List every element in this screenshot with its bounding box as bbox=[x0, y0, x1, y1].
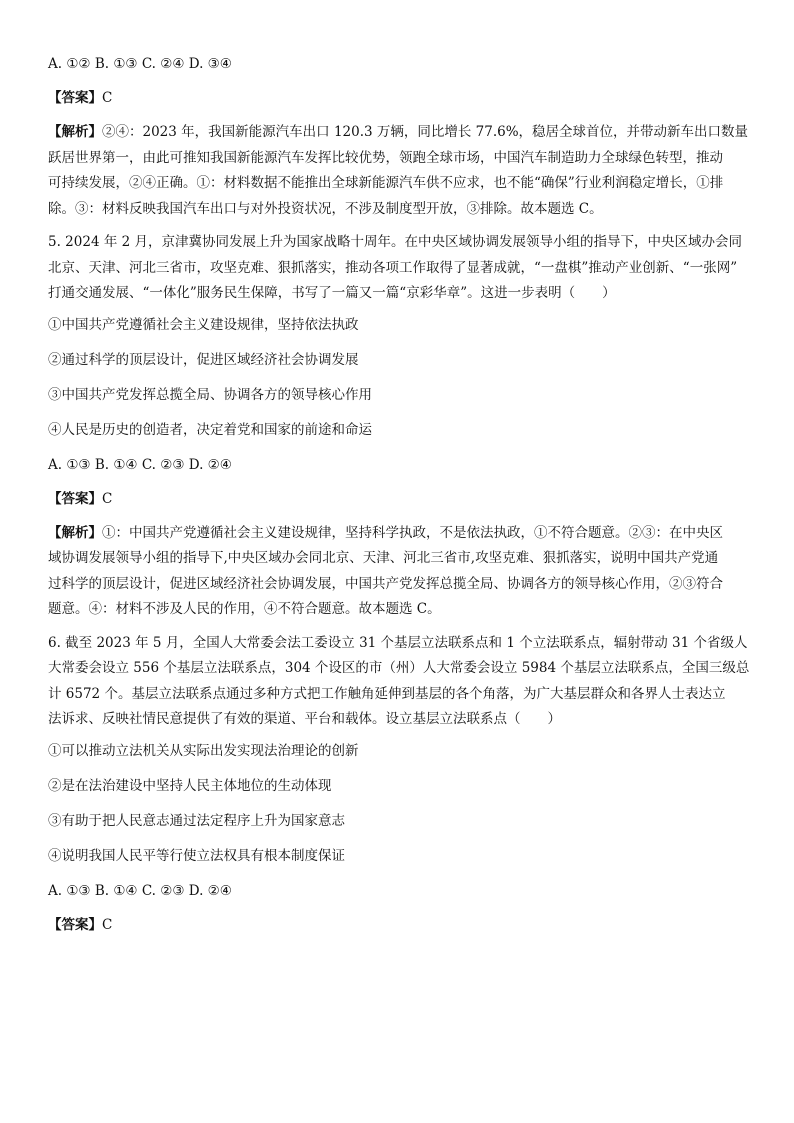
q6-stem-line: 6. 截至 2023 年 5 月，全国人大常委会法工委设立 31 个基层立法联系点和 1 个立法联系点，辐射带动 31 个省级人 bbox=[48, 634, 748, 651]
q4-analysis-tag: 【解析】 bbox=[48, 124, 102, 140]
q5-analysis-tag: 【解析】 bbox=[48, 524, 102, 541]
q6-answer-value: C bbox=[102, 916, 113, 933]
q6-statement: ②是在法治建设中坚持人民主体地位的生动体现 bbox=[48, 777, 332, 794]
q4-analysis-line: 【解析】②④：2023 年，我国新能源汽车出口 120.3 万辆，同比增长 77.6%，稳居全球首位，并带动新车出口数量 bbox=[48, 124, 749, 140]
q4-answer-value: C bbox=[102, 90, 113, 106]
q5-statement: ④人民是历史的创造者，决定着党和国家的前途和命运 bbox=[48, 421, 372, 438]
document-page bbox=[48, 54, 748, 947]
q5-analysis-line: 【解析】①：中国共产党遵循社会主义建设规律，坚持科学执政，不是依法执政，①不符合题意。②③：在中央区 bbox=[48, 524, 723, 541]
q5-answer-value: C bbox=[102, 490, 113, 507]
q5-stem-line: 打通交通发展、“一体化”服务民生保障，书写了一篇又一篇“京彩华章”。这进一步表明（ ） bbox=[48, 285, 616, 301]
q6-answer-tag: 【答案】 bbox=[48, 916, 102, 933]
q6-stem-line: 计 6572 个。基层立法联系点通过多种方式把工作触角延伸到基层的各个角落，为广大基层群众和各界人士表达立 bbox=[48, 685, 726, 702]
q6-options: A. ①③ B. ①④ C. ②③ D. ②④ bbox=[48, 882, 232, 899]
q5-analysis-line: 题意。④：材料不涉及人民的作用，④不符合题意。故本题选 C。 bbox=[48, 601, 441, 617]
q6-statement: ④说明我国人民平等行使立法权具有根本制度保证 bbox=[48, 847, 345, 864]
q6-stem bbox=[48, 631, 748, 733]
q6-answer bbox=[48, 915, 748, 935]
q5-answer bbox=[48, 489, 748, 509]
q5-options: A. ①③ B. ①④ C. ②③ D. ②④ bbox=[48, 456, 232, 473]
q4-analysis-line: 除。③：材料反映我国汽车出口与对外投资状况，不涉及制度型开放，③排除。故本题选 C。 bbox=[48, 200, 603, 217]
q5-analysis-line: 过科学的顶层设计，促进区域经济社会协调发展，中国共产党发挥总揽全局、协调各方的领导核心作用，②③符合 bbox=[48, 575, 723, 592]
q4-analysis-line: 跃居世界第一，由此可推知我国新能源汽车发挥比较优势，领跑全球市场，中国汽车制造助力全球绿色转型，推动 bbox=[48, 149, 723, 166]
q5-stem bbox=[48, 230, 748, 307]
q5-statement: ①中国共产党遵循社会主义建设规律，坚持依法执政 bbox=[48, 316, 359, 333]
q4-options: A. ①② B. ①③ C. ②④ D. ③④ bbox=[48, 56, 232, 72]
q6-statement: ③有助于把人民意志通过法定程序上升为国家意志 bbox=[48, 812, 345, 829]
q6-statement: ①可以推动立法机关从实际出发实现法治理论的创新 bbox=[48, 742, 359, 759]
q4-analysis bbox=[48, 120, 748, 222]
q4-analysis-line: 可持续发展，②④正确。①：材料数据不能推出全球新能源汽车供不应求，也不能“确保”行业利润稳定增长，①排 bbox=[48, 175, 724, 191]
q5-statement: ③中国共产党发挥总揽全局、协调各方的领导核心作用 bbox=[48, 386, 372, 403]
q5-answer-tag: 【答案】 bbox=[48, 490, 102, 507]
q5-analysis-line: 域协调发展领导小组的指导下,中央区域办会同北京、天津、河北三省市,攻坚克难、狠抓落实，说明中国共产党通 bbox=[48, 550, 719, 566]
q6-stem-line: 大常委会设立 556 个基层立法联系点，304 个设区的市（州）人大常委会设立 5984 个基层立法联系点，全国三级总 bbox=[48, 660, 750, 676]
q5-stem-line: 5. 2024 年 2 月，京津冀协同发展上升为国家战略十周年。在中央区域协调发展领导小组的指导下，中央区域办会同 bbox=[48, 234, 742, 250]
q4-answer bbox=[48, 88, 748, 108]
q5-stem-line: 北京、天津、河北三省市，攻坚克难、狠抓落实，推动各项工作取得了显著成就，“一盘棋”推动产业创新、“一张网” bbox=[48, 259, 738, 276]
q5-analysis bbox=[48, 521, 748, 623]
q5-statement: ②通过科学的顶层设计，促进区域经济社会协调发展 bbox=[48, 351, 359, 368]
q6-stem-line: 法诉求、反映社情民意提供了有效的渠道、平台和载体。设立基层立法联系点（ ） bbox=[48, 711, 561, 727]
q4-answer-tag: 【答案】 bbox=[48, 90, 102, 106]
